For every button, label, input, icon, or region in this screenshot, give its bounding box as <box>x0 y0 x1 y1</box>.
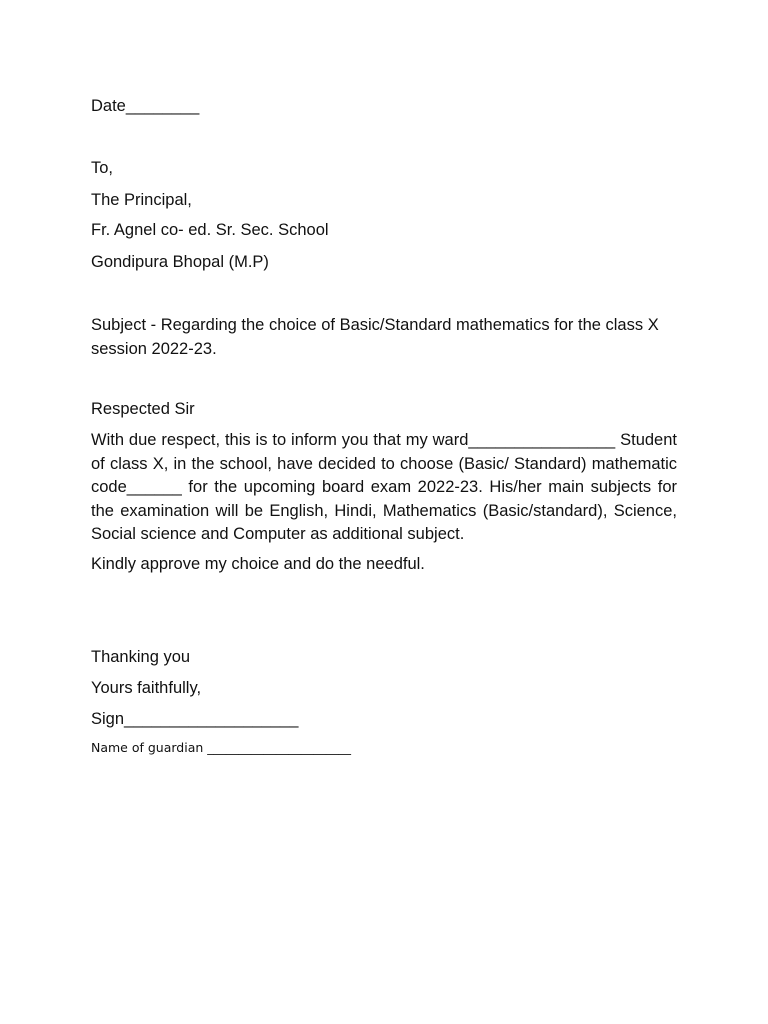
date-line: Date________ <box>91 97 200 115</box>
sign-line: Sign___________________ <box>91 710 299 728</box>
guardian-name-line: Name of guardian _______________________ <box>91 740 352 755</box>
request-line: Kindly approve my choice and do the needful. <box>91 555 425 573</box>
salutation: Respected Sir <box>91 400 195 418</box>
subject-line: Subject - Regarding the choice of Basic/Standard mathematics for the class X session 2022-23. <box>91 316 659 358</box>
recipient-title: The Principal, <box>91 191 192 209</box>
school-address: Gondipura Bhopal (M.P) <box>91 253 269 271</box>
thanks-line: Thanking you <box>91 648 191 666</box>
letter-body: With due respect, this is to inform you that my ward________________ Student of class X, in the school, have decided to choose (Basic/ Standard) mathematic code______ for the upcoming board exam 2022-23. His/her main subjects for the examination will be English, Hindi, Mathematics (Basic/standard), Science, Social science and Computer as additional subject. <box>91 431 677 543</box>
to-line: To, <box>91 159 114 177</box>
school-name: Fr. Agnel co- ed. Sr. Sec. School <box>91 221 329 239</box>
closing-line: Yours faithfully, <box>91 679 202 697</box>
